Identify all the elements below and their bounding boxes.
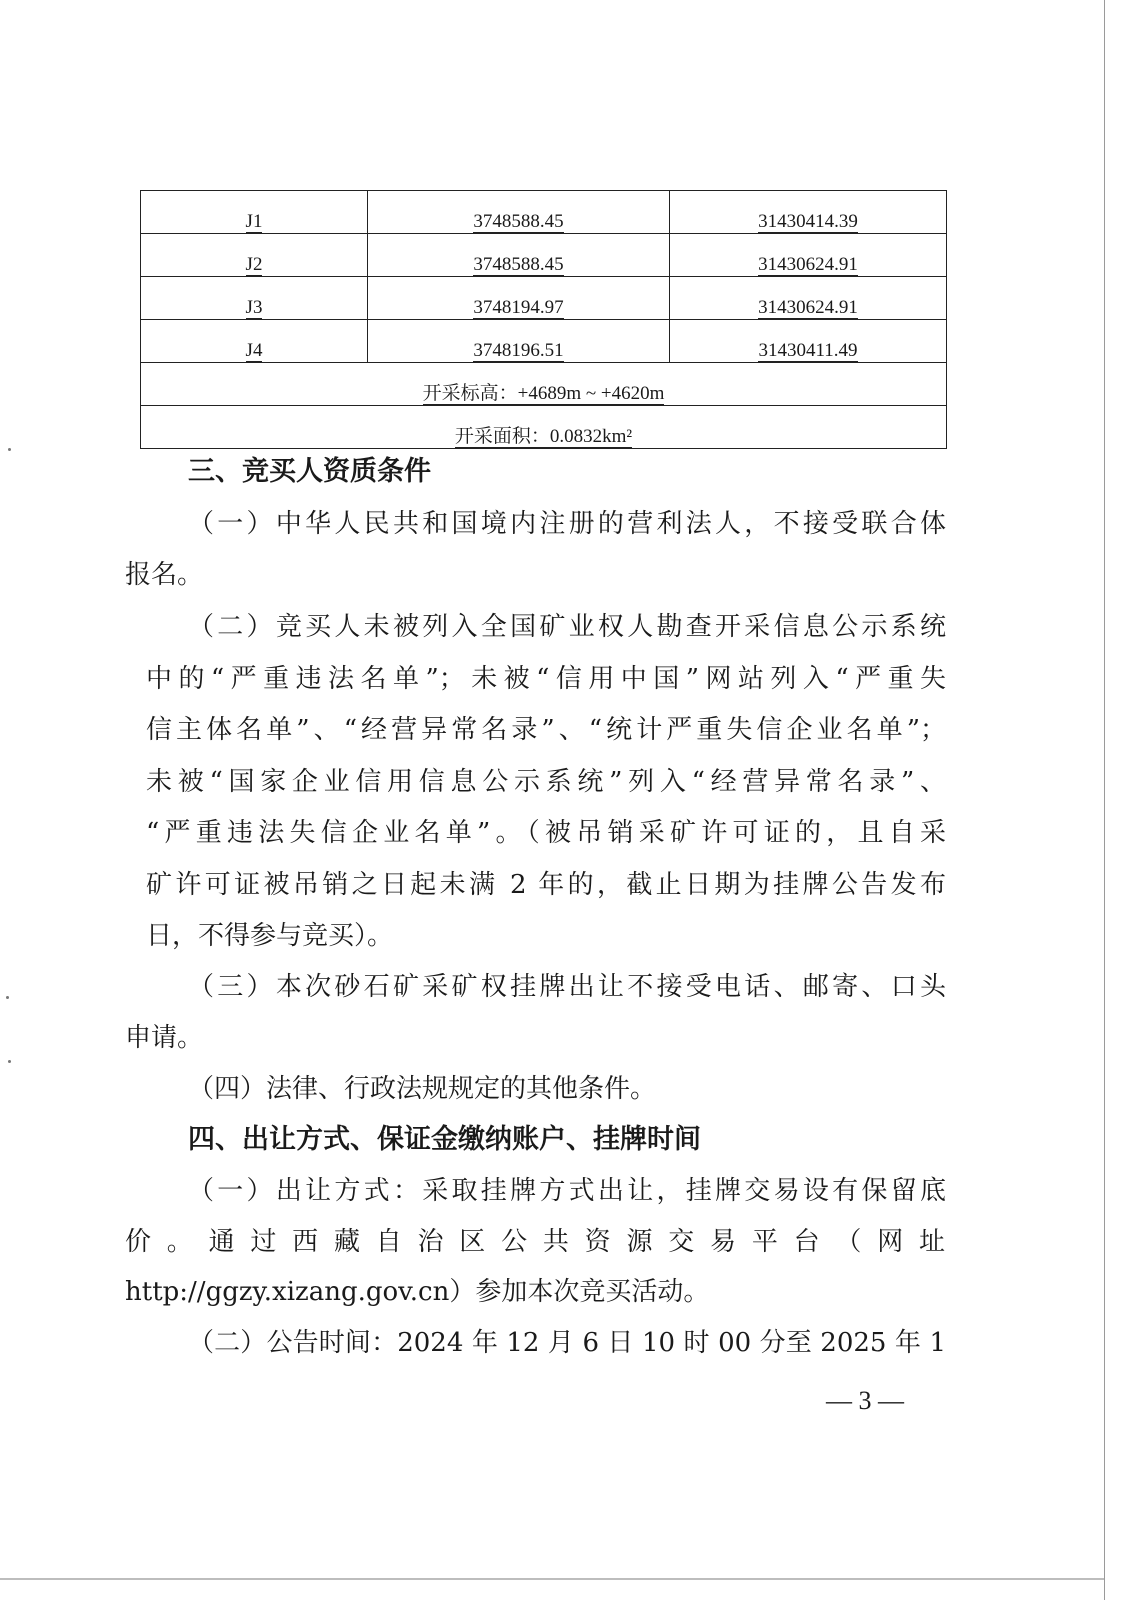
table-row [141,320,947,363]
point-cell: J2 [141,234,368,277]
paragraph-line: “严重违法失信企业名单”。（被吊销采矿许可证的，且自采 [146,818,946,848]
paragraph-line: 信主体名单”、“经营异常名录”、“统计严重失信企业名单”； [146,715,946,745]
paragraph-line: （三）本次砂石矿采矿权挂牌出让不接受电话、邮寄、口头 [188,972,946,1002]
table-row [141,406,947,449]
paragraph-line: （一）出让方式：采取挂牌方式出让，挂牌交易设有保留底 [188,1176,946,1206]
point-cell: J1 [141,191,368,234]
x-coordinate-cell: 3748196.51 [368,320,670,363]
section-3-heading: 三、竞买人资质条件 [188,456,431,487]
scan-speck [8,448,11,451]
paragraph-line: 申请。 [125,1023,204,1053]
page-bottom-edge [0,1578,1104,1580]
paragraph-line: http://ggzy.xizang.gov.cn）参加本次竞买活动。 [125,1277,710,1307]
paragraph-line: （一）中华人民共和国境内注册的营利法人，不接受联合体 [188,509,946,539]
scan-speck [6,996,9,999]
x-coordinate-cell: 3748588.45 [368,234,670,277]
table-row [141,363,947,406]
paragraph-line: （二）公告时间：2024 年 12 月 6 日 10 时 00 分至 2025 年 1 [188,1328,946,1358]
table-row [141,191,947,234]
paragraph-line: 未被“国家企业信用信息公示系统”列入“经营异常名录”、 [146,767,946,797]
paragraph-line: 报名。 [125,560,204,590]
paragraph-line: 中的“严重违法名单”；未被“信用中国”网站列入“严重失 [146,664,946,694]
paragraph-line: 矿许可证被吊销之日起未满 2 年的，截止日期为挂牌公告发布 [146,870,946,900]
y-coordinate-cell: 31430411.49 [670,320,947,363]
x-coordinate-cell: 3748588.45 [368,191,670,234]
elevation-cell: 开采标高：+4689m ~ +4620m [141,363,947,406]
y-coordinate-cell: 31430624.91 [670,277,947,320]
area-cell: 开采面积：0.0832km² [141,406,947,449]
page-right-edge [1104,0,1105,1600]
paragraph-line: 价。通过西藏自治区公共资源交易平台（网址 [125,1227,945,1257]
table-row [141,234,947,277]
scan-speck [8,1060,11,1063]
page-number: — 3 — [826,1386,904,1415]
coordinate-table [140,190,947,449]
point-cell: J4 [141,320,368,363]
y-coordinate-cell: 31430414.39 [670,191,947,234]
point-cell: J3 [141,277,368,320]
paragraph-line: 日，不得参与竞买）。 [146,921,394,951]
table-row [141,277,947,320]
y-coordinate-cell: 31430624.91 [670,234,947,277]
paragraph-line: （四）法律、行政法规规定的其他条件。 [188,1074,657,1104]
x-coordinate-cell: 3748194.97 [368,277,670,320]
paragraph-line: （二）竞买人未被列入全国矿业权人勘查开采信息公示系统 [188,612,946,642]
section-4-heading: 四、出让方式、保证金缴纳账户、挂牌时间 [188,1124,701,1155]
